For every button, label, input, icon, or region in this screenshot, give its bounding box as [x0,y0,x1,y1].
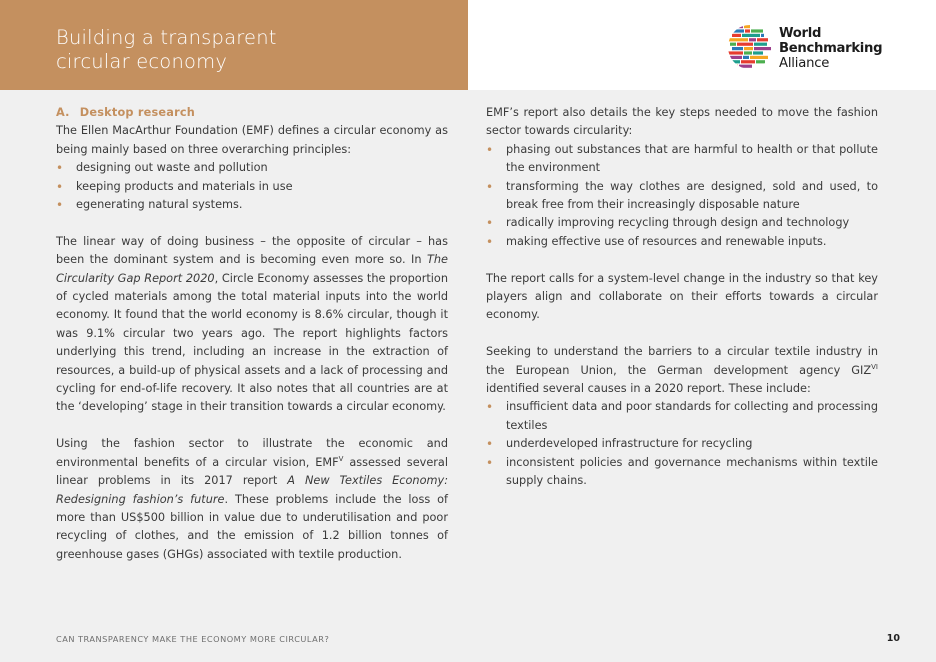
logo-stripe [739,65,752,68]
left-column [56,104,448,564]
logo-stripe [728,38,748,41]
logo-stripe [744,51,752,54]
list-item: • making effective use of resources and renewable inputs. [486,233,878,251]
logo-stripe [753,51,763,54]
bullet-icon: • [56,161,64,176]
logo-stripe [733,25,743,28]
report-title-new-textiles-economy: A New Textiles Economy: Redesigning fashion’s future [56,474,449,506]
bullet-icon: • [486,455,494,470]
logo-stripe [743,56,749,59]
logo-stripe [730,29,744,32]
logo-stripe [728,51,743,54]
emf-intro-paragraph: The Ellen MacArthur Foundation (EMF) defines a circular economy as being mainly based on three overarching principles: [56,124,448,156]
list-item: • insufficient data and poor standards for collecting and processing textiles [486,400,878,432]
logo-stripe [745,29,750,32]
system-change-paragraph: The report calls for a system-level change in the industry so that key players align and collaborate on their efforts towards a circular economy. [486,271,878,322]
linear-economy-paragraph: The linear way of doing business – the opposite of circular – has been the dominant system and is becoming even more so. In The Circularity Gap Report 2020, Circle Economy assesses the proportion of cycled materials among the total material inputs into the world economy. It found that the world economy is 8.6% circular, though it was 9.1% circular two years ago. The report highlights factors underlying this trend, including an increase in the extraction of resources, a build-up of physical assets and a lack of processing and cycling for end-of-life recovery. It also notes that all countries are at the ‘developing’ stage in their transition towards a circular economy. [56,234,448,414]
bullet-icon: • [486,400,494,415]
barriers-list [486,398,878,490]
bullet-icon: • [486,437,494,452]
logo-stripe [757,38,768,41]
list-item: • phasing out substances that are harmful to health or that pollute the environment [486,142,878,175]
list-item: • transforming the way clothes are designed, sold and used, to break free from their increasingly disposable nature [486,179,878,212]
page-title-line-2: circular economy [56,50,228,73]
section-number: A. [56,106,70,119]
logo-stripe [728,65,738,68]
logo-stripe [737,43,753,46]
logo-stripe [732,34,741,37]
logo-wordmark [779,26,882,72]
right-column [486,104,878,491]
list-item: • designing out waste and pollution [56,159,448,177]
bullet-icon: • [486,142,494,157]
bullet-icon: • [486,234,494,249]
logo-stripe [742,34,760,37]
running-footer-title: CAN TRANSPARENCY MAKE THE ECONOMY MORE CIRCULAR? [56,634,330,644]
list-item: • egenerating natural systems. [56,196,448,214]
logo-stripe [730,43,736,46]
logo-stripe [750,56,768,59]
bullet-icon: • [56,198,64,213]
logo-stripe [754,43,767,46]
page-title-line-1: Building a transparent [56,26,277,49]
logo-stripe [751,29,763,32]
wba-logo [728,24,888,74]
principles-list [56,159,448,214]
key-steps-intro: EMF’s report also details the key steps needed to move the fashion sector towards circularity: [486,106,878,138]
endnote-ref[interactable]: V [338,454,344,463]
logo-word-world: World [779,26,822,41]
bullet-icon: • [56,179,64,194]
bullet-icon: • [486,179,494,194]
list-item: • underdeveloped infrastructure for recycling [486,435,878,453]
list-item: • inconsistent policies and governance mechanisms within textile supply chains. [486,455,878,488]
logo-word-benchmarking: Benchmarking [779,41,883,57]
giz-paragraph: Seeking to understand the barriers to a circular textile industry in the European Union, the German development agency $GIZ^{VI}$ identified several causes in a 2020 report. These include: [486,345,878,396]
logo-stripe [732,60,740,63]
endnote-ref[interactable]: VI [871,362,878,371]
logo-stripe [754,47,771,50]
wba-globe-icon [728,24,774,70]
logo-stripe [761,34,764,37]
logo-stripe [744,25,750,28]
page-title [56,26,456,74]
section-heading [56,104,448,122]
page-number: 10 [886,633,900,644]
logo-stripe [756,60,765,63]
logo-stripe [749,38,756,41]
logo-stripe [732,47,743,50]
logo-stripe [744,47,753,50]
logo-stripe [741,60,755,63]
logo-stripe [730,56,742,59]
list-item: • keeping products and materials in use [56,178,448,196]
logo-stripe [728,25,732,28]
fashion-sector-paragraph: Using the fashion sector to illustrate the economic and environmental benefits of a circular vision, $EMF^V$ assessed several linear problems in its 2017 report A New Textiles Economy: Redesigning fashion’s future. These problems include the loss of more than US$500 billion in value due to underutilisation and poor recycling of clothes, and the emission of 1.2 billion tonnes of greenhouse gases (GHGs) associated with textile production. [56,437,449,561]
report-title-circularity-gap: The Circularity Gap Report 2020 [56,253,448,285]
key-steps-list [486,141,878,251]
bullet-icon: • [486,216,494,231]
list-item: • radically improving recycling through design and technology [486,214,878,232]
logo-word-alliance: Alliance [779,56,830,72]
section-title: Desktop research [79,106,196,119]
